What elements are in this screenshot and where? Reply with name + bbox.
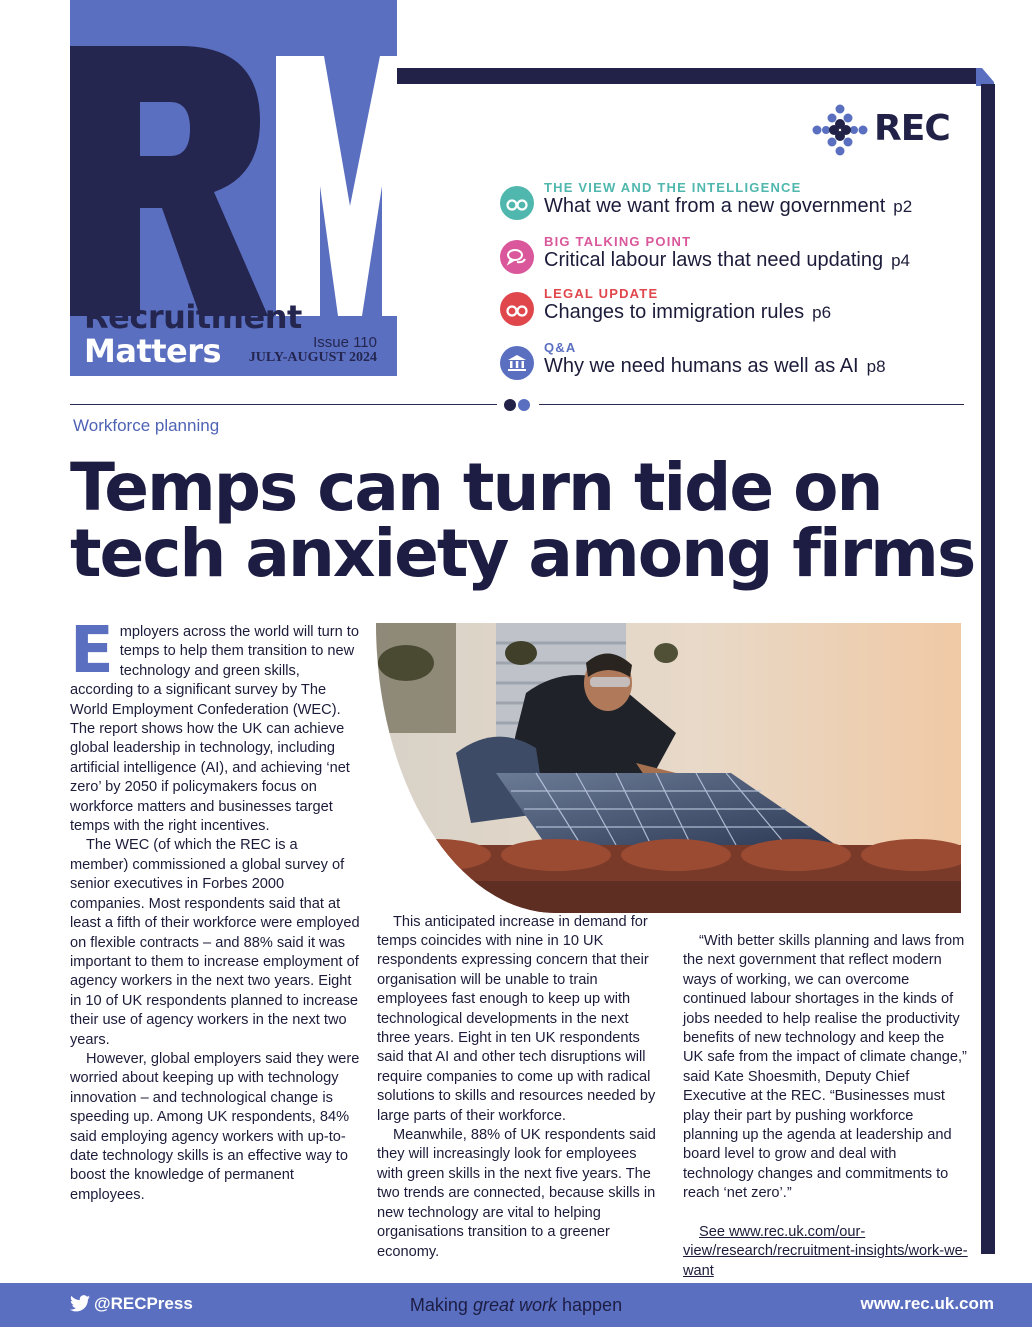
article-column-2 — [377, 913, 660, 1262]
masthead-title-line2: Matters — [84, 332, 222, 370]
footer-website-link[interactable]: www.rec.uk.com — [860, 1294, 994, 1313]
toc-page: p2 — [893, 197, 913, 216]
issue-number: Issue 110 — [313, 334, 377, 351]
binoculars-icon — [500, 186, 534, 220]
frame-top-bar — [397, 68, 981, 84]
toc-page: p4 — [891, 251, 911, 270]
headline-line1: Temps can turn tide on — [70, 449, 882, 526]
article-paragraph-5: Meanwhile, 88% of UK respondents said they will increasingly look for employees with green skills in the next five years. The two trends are connected, because skills in new technology are vital to helping organisations transition to a greener economy. — [377, 1127, 656, 1260]
section-tag: Workforce planning — [73, 416, 220, 435]
article-column-3 — [683, 932, 968, 1281]
rec-logo — [812, 100, 962, 160]
article-photo — [376, 623, 961, 913]
article-paragraph-6: “With better skills planning and laws from the next government that reflect modern ways of working, we can overcome continued labour shortages in the kinds of jobs needed to help realise the productivity benefits of new technology and keep the UK safe from the impact of climate change,” said Kate Shoesmith, Deputy Chief Executive at the REC. “Businesses must play their part by pushing workforce planning up the agenda at leadership and board level to grow and deal with technology changes and commitments to reach ‘net zero’.” — [683, 933, 967, 1202]
binoculars-icon — [500, 292, 534, 326]
article-paragraph-4: This anticipated increase in demand for temps coincides with nine in 10 UK respondents expressing concern that their organisation will be unable to train employees fast enough to keep up with technological developments in the next three years. Eight in ten UK respondents said that AI and other tech disruptions will require companies to come up with radical solutions to skills and resources needed by large parts of their workforce. — [377, 913, 656, 1124]
article-paragraph-1: Employers across the world will turn to temps to help them transition to new technology and green skills, according to a significant survey by The World Employment Confederation (WEC). The report shows how the UK can achieve global leadership in technology, including artificial intelligence (AI), and achieving ‘net zero’ by 2050 if policymakers focus on workforce matters and businesses target temps with the right incentives. — [70, 614, 359, 835]
speech-bubbles-icon — [500, 240, 534, 274]
article-headline — [70, 449, 980, 592]
article-paragraph-3: However, global employers said they were worried about keeping up with technology innovation – and technological change is speeding up. Among UK respondents, 84% said employing agency workers with up-to-date technology skills is an effective way to boost the knowledge of permanent employees. — [70, 1050, 360, 1203]
research-link[interactable]: See www.rec.uk.com/our-view/research/recruitment-insights/work-we-want — [683, 1223, 968, 1279]
toc-page: p6 — [812, 303, 832, 322]
masthead — [70, 0, 397, 376]
toc-title: Critical labour laws that need updating p4 — [544, 249, 911, 271]
rm-logo-letters — [70, 16, 397, 316]
toc-title: What we want from a new government p2 — [544, 195, 913, 217]
article-paragraph-2: The WEC (of which the REC is a member) commissioned a global survey of senior executives in Forbes 2000 companies. Most respondents said that at least a fifth of their workforce were employed on flexible contracts – and 88% said it was important to them to increase employment of agency workers in the next two years. Eight in 10 of UK respondents planned to increase their use of agency workers in the next two years. — [70, 837, 360, 1048]
toc-kicker: THE VIEW AND THE INTELLIGENCE — [544, 180, 802, 195]
footer-tagline: Making great work happen — [409, 1295, 623, 1315]
rec-logo-icon — [812, 104, 868, 156]
toc-page: p8 — [866, 357, 886, 376]
masthead-title-line1: Recruitment — [84, 298, 302, 336]
bank-icon — [500, 346, 534, 380]
rec-logo-text: REC — [874, 108, 950, 149]
article-column-1 — [70, 614, 360, 1205]
frame-right-bar — [981, 84, 995, 1254]
headline-line2: tech anxiety among firms — [70, 515, 975, 592]
toc-kicker: Q&A — [544, 340, 577, 355]
footer — [0, 1283, 1032, 1327]
toc-kicker: BIG TALKING POINT — [544, 234, 692, 249]
divider-dots-icon — [497, 397, 539, 413]
twitter-handle[interactable]: @RECPress — [70, 1294, 193, 1314]
toc-title: Why we need humans as well as AI p8 — [544, 355, 886, 377]
issue-date: JULY-AUGUST 2024 — [248, 350, 377, 365]
toc-kicker: LEGAL UPDATE — [544, 286, 659, 301]
toc-title: Changes to immigration rules p6 — [544, 301, 832, 323]
dropcap: E — [70, 614, 114, 688]
